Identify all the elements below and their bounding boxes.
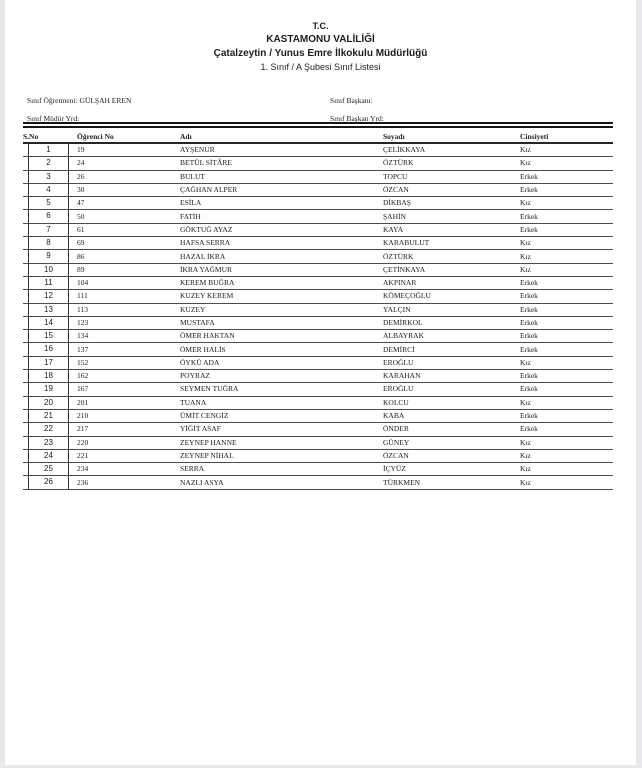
cell-sno: 6 [28,210,69,222]
table-row [23,197,613,210]
cell-ogrenci-no: 220 [77,437,89,447]
table-row [23,410,613,423]
table-row [23,264,613,277]
header-list-title: 1. Sınıf / A Şubesi Sınıf Listesi [260,62,381,72]
cell-soyadi: TÜRKMEN [383,477,421,487]
cell-cinsiyet: Erkek [520,424,538,434]
cell-sno: 25 [28,463,69,475]
cell-sno: 23 [28,437,69,449]
table-row [23,277,613,290]
table-body [23,144,613,490]
cell-sno: 22 [28,423,69,435]
table-row [23,290,613,303]
vice-principal-field: Sınıf Müdür Yrd: [27,114,80,123]
cell-ogrenci-no: 86 [77,251,85,261]
cell-cinsiyet: Kız [520,464,531,474]
cell-cinsiyet: Erkek [520,371,538,381]
header-governorship-line: KASTAMONU VALİLİĞİ [266,34,375,45]
cell-sno: 7 [28,224,69,236]
cell-sno: 10 [28,264,69,276]
cell-adi: ÖMER HALİS [180,344,226,354]
cell-soyadi: DEMİRKOL [383,318,423,327]
cell-ogrenci-no: 26 [77,171,85,181]
table-row [23,330,613,343]
cell-sno: 26 [28,476,69,488]
cell-cinsiyet: Erkek [520,411,538,421]
table-row [23,476,613,489]
cell-ogrenci-no: 123 [77,318,89,327]
cell-adi: NAZLI ASYA [180,477,224,487]
cell-cinsiyet: Erkek [520,331,538,341]
cell-sno: 16 [28,343,69,355]
cell-cinsiyet: Erkek [520,224,538,234]
cell-cinsiyet: Erkek [520,278,538,288]
cell-sno: 14 [28,317,69,329]
cell-cinsiyet: Erkek [520,384,538,394]
cell-ogrenci-no: 137 [77,344,89,354]
cell-sno: 4 [28,184,69,196]
cell-soyadi: GÜNEY [383,437,410,447]
cell-soyadi: DEMİRCİ [383,344,415,354]
cell-soyadi: ŞAHİN [383,211,406,221]
cell-cinsiyet: Erkek [520,318,538,327]
cell-ogrenci-no: 30 [77,185,85,195]
cell-soyadi: ÖZCAN [383,450,409,460]
cell-cinsiyet: Erkek [520,185,538,195]
cell-adi: ZEYNEP HANNE [180,437,237,447]
cell-soyadi: TOPCU [383,171,408,181]
cell-adi: ÖYKÜ ADA [180,357,220,367]
cell-soyadi: EROĞLU [383,357,414,367]
cell-cinsiyet: Kız [520,158,531,168]
cell-adi: KUZEY [180,304,206,314]
document-page [5,0,636,765]
cell-ogrenci-no: 61 [77,224,85,234]
cell-adi: SERRA [180,464,205,474]
cell-sno: 9 [28,250,69,262]
cell-cinsiyet: Kız [520,357,531,367]
cell-adi: TUANA [180,397,207,407]
cell-sno: 13 [28,304,69,316]
cell-soyadi: KOLCU [383,397,409,407]
cell-cinsiyet: Kız [520,198,531,208]
table-row [23,250,613,263]
table-row [23,210,613,223]
header-republic-line: T.C. [312,21,329,31]
cell-ogrenci-no: 236 [77,477,89,487]
cell-cinsiyet: Kız [520,437,531,447]
cell-cinsiyet: Erkek [520,344,538,354]
cell-cinsiyet: Kız [520,145,531,155]
cell-ogrenci-no: 69 [77,238,85,248]
document-header [5,0,636,74]
table-row [23,423,613,436]
table-row [23,450,613,463]
cell-adi: BETÜL SİTÂRE [180,158,233,168]
cell-adi: GÖKTUĞ AYAZ [180,224,233,234]
cell-ogrenci-no: 47 [77,198,85,208]
header-school-line: Çatalzeytin / Yunus Emre İlkokulu Müdürlüğü [213,48,428,59]
cell-sno: 3 [28,171,69,183]
cell-ogrenci-no: 234 [77,464,89,474]
header-divider-rule [23,122,613,128]
table-row [23,237,613,250]
column-header-cinsiyeti: Cinsiyeti [520,132,549,141]
cell-adi: BULUT [180,171,205,181]
cell-ogrenci-no: 217 [77,424,89,434]
cell-ogrenci-no: 134 [77,331,89,341]
class-president-field: Sınıf Başkanı: [330,96,373,105]
cell-soyadi: KARAHAN [383,371,421,381]
cell-ogrenci-no: 152 [77,357,89,367]
cell-adi: ÜMİT CENGİZ [180,411,229,421]
table-row [23,304,613,317]
table-row [23,343,613,356]
table-row [23,463,613,476]
cell-sno: 20 [28,397,69,409]
cell-adi: AYŞENUR [180,145,215,155]
table-row [23,157,613,170]
cell-ogrenci-no: 50 [77,211,85,221]
cell-adi: MUSTAFA [180,318,215,327]
cell-adi: POYRAZ [180,371,211,381]
student-list-table [23,131,613,490]
cell-cinsiyet: Erkek [520,304,538,314]
cell-ogrenci-no: 162 [77,371,89,381]
cell-adi: ÖMER HAKTAN [180,331,235,341]
table-row [23,171,613,184]
cell-soyadi: DİKBAŞ [383,198,411,208]
cell-sno: 12 [28,290,69,302]
cell-soyadi: ÇETİNKAYA [383,264,426,274]
table-row [23,317,613,330]
cell-soyadi: ÖNDER [383,424,409,434]
cell-adi: KUZEY KEREM [180,291,234,301]
cell-cinsiyet: Erkek [520,171,538,181]
cell-adi: SEYMEN TUĞRA [180,384,239,394]
table-header-row [23,131,613,144]
table-row [23,383,613,396]
cell-adi: İKRA YAĞMUR [180,264,233,274]
cell-soyadi: KAYA [383,224,404,234]
cell-ogrenci-no: 210 [77,411,89,421]
cell-soyadi: İÇYÜZ [383,464,406,474]
table-row [23,370,613,383]
cell-ogrenci-no: 167 [77,384,89,394]
cell-adi: KEREM BUĞRA [180,278,235,288]
cell-soyadi: KABA [383,411,405,421]
cell-soyadi: EROĞLU [383,384,414,394]
cell-ogrenci-no: 104 [77,278,89,288]
cell-cinsiyet: Kız [520,450,531,460]
column-header-sno: S.No [23,132,39,141]
class-teacher-field: Sınıf Öğretmeni: GÜLŞAH EREN [27,96,132,105]
cell-sno: 18 [28,370,69,382]
cell-ogrenci-no: 19 [77,145,85,155]
cell-cinsiyet: Kız [520,238,531,248]
cell-adi: YİĞİT ASAF [180,424,221,434]
cell-ogrenci-no: 24 [77,158,85,168]
vice-president-field: Sınıf Başkan Yrd: [330,114,384,123]
table-row [23,397,613,410]
cell-cinsiyet: Kız [520,477,531,487]
cell-sno: 8 [28,237,69,249]
cell-soyadi: KÖMEÇOĞLU [383,291,431,301]
cell-cinsiyet: Erkek [520,211,538,221]
cell-sno: 19 [28,383,69,395]
column-header-adi: Adı [180,132,192,141]
table-row [23,437,613,450]
cell-soyadi: KARABULUT [383,238,430,248]
cell-adi: FATİH [180,211,201,221]
cell-soyadi: YALÇIN [383,304,411,314]
cell-soyadi: ÖZCAN [383,185,409,195]
cell-sno: 15 [28,330,69,342]
cell-sno: 21 [28,410,69,422]
table-row [23,144,613,157]
cell-adi: ESİLA [180,198,202,208]
cell-soyadi: AKPINAR [383,278,417,288]
table-row [23,357,613,370]
cell-sno: 2 [28,157,69,169]
cell-soyadi: ÇELİKKAYA [383,145,426,155]
cell-soyadi: ALBAYRAK [383,331,424,341]
cell-sno: 1 [28,144,69,156]
table-row [23,184,613,197]
cell-sno: 5 [28,197,69,209]
cell-cinsiyet: Erkek [520,291,538,301]
cell-sno: 24 [28,450,69,462]
cell-cinsiyet: Kız [520,251,531,261]
cell-soyadi: ÖZTÜRK [383,158,414,168]
cell-soyadi: ÖZTÜRK [383,251,414,261]
cell-ogrenci-no: 111 [77,291,88,301]
cell-sno: 11 [28,277,69,289]
column-header-ogrenci-no: Öğrenci No [77,132,114,141]
cell-sno: 17 [28,357,69,369]
cell-adi: ÇAĞHAN ALPER [180,185,238,195]
cell-adi: ZEYNEP NİHAL [180,450,234,460]
info-fields-row-1 [27,94,616,112]
cell-cinsiyet: Kız [520,264,531,274]
column-header-soyadi: Soyadı [383,132,405,141]
cell-cinsiyet: Kız [520,397,531,407]
cell-ogrenci-no: 201 [77,397,89,407]
cell-ogrenci-no: 221 [77,450,89,460]
table-row [23,224,613,237]
cell-adi: HAFSA SERRA [180,238,231,248]
cell-ogrenci-no: 113 [77,304,88,314]
cell-ogrenci-no: 89 [77,264,85,274]
cell-adi: HAZAL İKRA [180,251,226,261]
